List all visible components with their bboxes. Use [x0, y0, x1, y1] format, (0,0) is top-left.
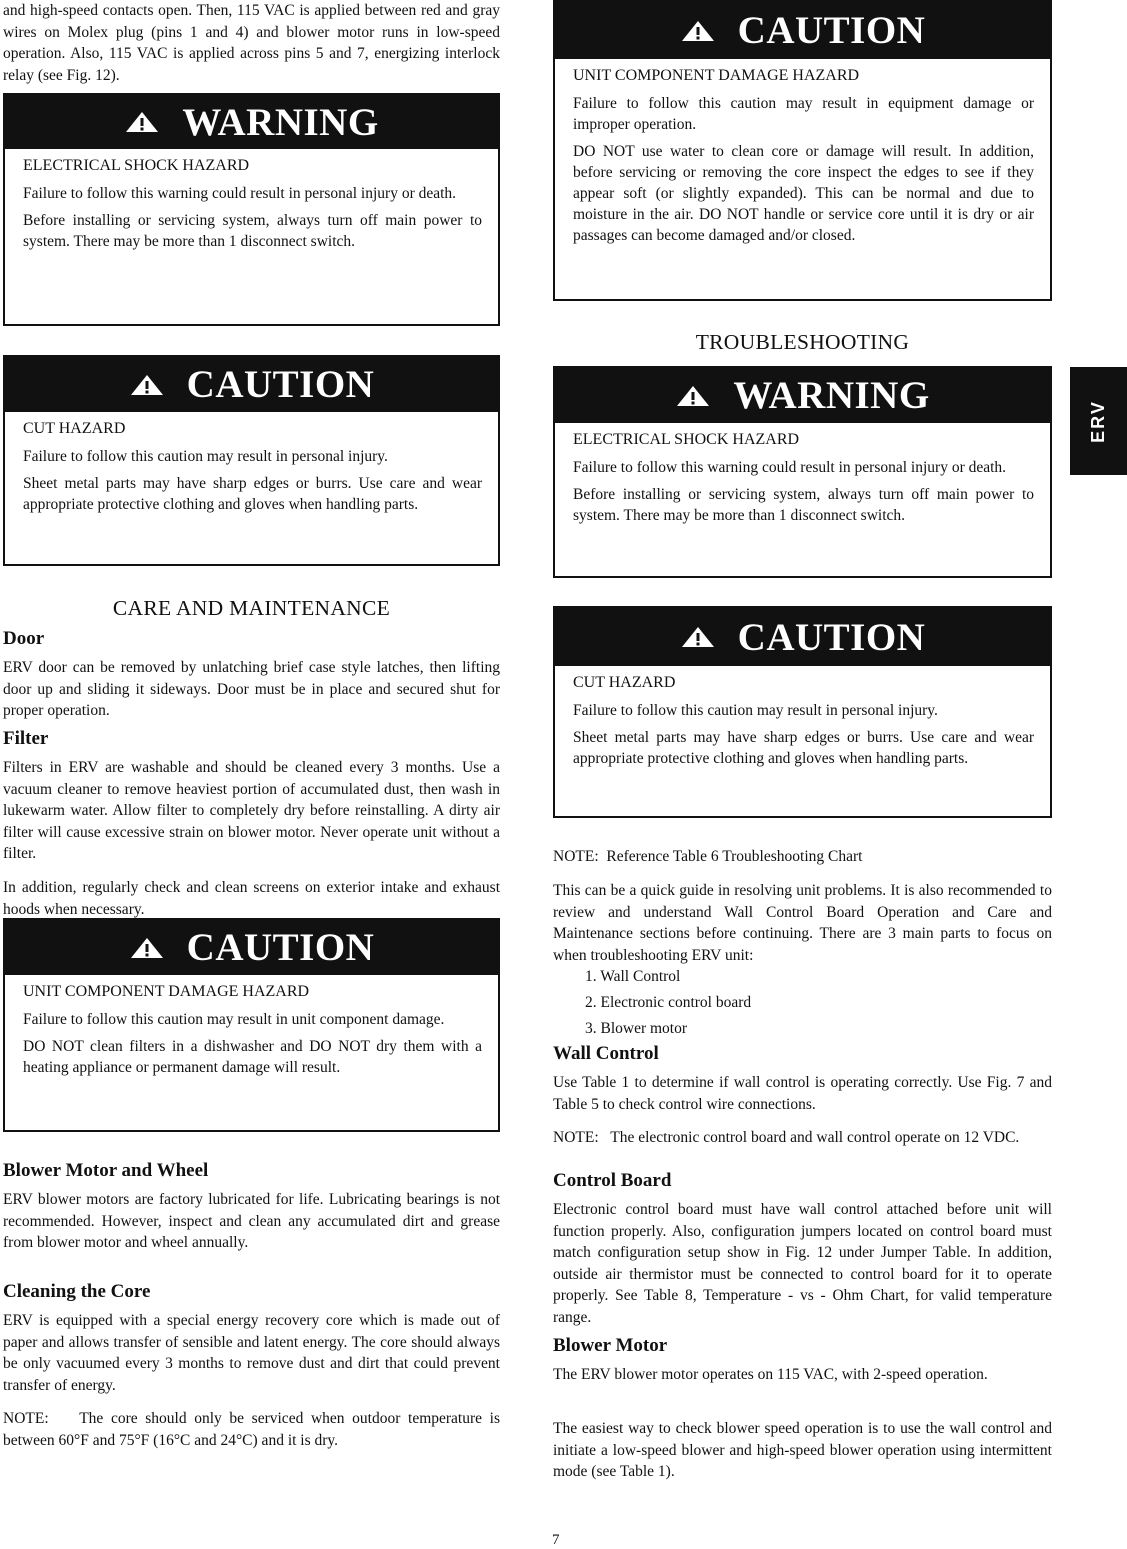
filter-paragraph-2: In addition, regularly check and clean screens on exterior intake and exhaust hoods when necessary. [3, 879, 500, 918]
hazard-label: CUT HAZARD [573, 674, 676, 691]
caution-text-1: Failure to follow this caution may result in equipment damage or improper operation. [573, 95, 1034, 133]
caution-banner [555, 608, 1050, 666]
section-side-tab [1070, 367, 1127, 475]
note-label: NOTE: [553, 848, 599, 865]
hazard-label: UNIT COMPONENT DAMAGE HAZARD [23, 983, 310, 1000]
blower-motor-heading: Blower Motor [553, 1335, 668, 1356]
caution-text-2: DO NOT clean filters in a dishwasher and DO NOT dry them with a heating appliance or permanent damage will result. [23, 1038, 482, 1076]
warning-triangle-icon [129, 373, 165, 397]
core-note-paragraph [3, 1408, 500, 1451]
hazard-label: ELECTRICAL SHOCK HAZARD [23, 157, 250, 174]
caution-box-unit-component [3, 918, 500, 1132]
page-number: 7 [552, 1532, 560, 1548]
caution-title: CAUTION [737, 615, 926, 659]
note-label: NOTE: [553, 1129, 599, 1146]
control-board-heading: Control Board [553, 1170, 672, 1191]
intro-paragraph: and high-speed contacts open. Then, 115 VAC is applied between red and gray wires on Molex plug (pins 1 and 4) and blower motor runs in low-speed operation. Also, 115 VAC is applied across pins 5 and 7, energizing interlock relay (see Fig. 12). [3, 2, 500, 84]
note-label: NOTE: [3, 1410, 49, 1427]
note-text: The electronic control board and wall control operate on 12 VDC. [610, 1129, 1020, 1146]
hazard-label: ELECTRICAL SHOCK HAZARD [573, 431, 800, 448]
list-item: 1. Wall Control [585, 968, 681, 985]
blower-wheel-heading: Blower Motor and Wheel [3, 1160, 209, 1181]
warning-text-1: Failure to follow this warning could result in personal injury or death. [23, 185, 457, 202]
caution-banner [5, 920, 498, 975]
list-item: 3. Blower motor [585, 1020, 688, 1037]
caution-text-2: Sheet metal parts may have sharp edges or burrs. Use care and wear appropriate protective clothing and gloves when handling parts. [23, 475, 482, 513]
caution-title: CAUTION [737, 9, 926, 52]
warning-title: WARNING [733, 374, 930, 417]
warning-triangle-icon [675, 384, 711, 408]
warning-banner [555, 368, 1050, 423]
cleaning-core-paragraph: ERV is equipped with a special energy recovery core which is made out of paper and allows transfer of sensible and latent energy. The core should always be only vacuumed every 3 months to remove dust and dirt that could prevent transfer of energy. [3, 1312, 500, 1394]
door-heading: Door [3, 628, 45, 649]
note-text: The core should only be serviced when outdoor temperature is between 60°F and 75°F (16°C and 24°C) and it is dry. [3, 1410, 501, 1449]
caution-text-2: DO NOT use water to clean core or damage will result. In addition, before servicing or removing the core inspect the edges to see if they appear soft (or slightly expanded). This can be normal and due to moisture in the air. DO NOT handle or service core until it is dry or air passages can become damaged and/or closed. [573, 143, 1034, 244]
caution-text-1: Failure to follow this caution may result in personal injury. [23, 448, 388, 465]
filter-heading: Filter [3, 728, 49, 749]
wall-control-note [553, 1127, 1052, 1149]
warning-banner [5, 95, 498, 149]
caution-text-1: Failure to follow this caution may result in unit component damage. [23, 1011, 445, 1028]
note-text: Reference Table 6 Troubleshooting Chart [606, 848, 863, 865]
control-board-paragraph: Electronic control board must have wall control attached before unit will function properly. Also, configuration jumpers located on control board must match configuration setup show in Fig. 12 under Jumper Table. In addition, outside air thermistor must be connected to control board for it to operate properly. See Table 8, Temperature - vs - Ohm Chart, for valid temperature range. [553, 1201, 1052, 1326]
caution-box-core-damage [553, 0, 1052, 301]
ts-intro-paragraph: This can be a quick guide in resolving unit problems. It is also recommended to review and understand Wall Control Board Operation and Care and Maintenance sections before continuing. There are 3 main parts to focus on when troubleshooting ERV unit: [553, 882, 1052, 964]
hazard-label: UNIT COMPONENT DAMAGE HAZARD [573, 67, 860, 84]
warning-box-electrical-right [553, 366, 1052, 578]
ts-parts-list [553, 964, 1052, 1042]
hazard-label: CUT HAZARD [23, 420, 126, 437]
warning-box-electrical [3, 93, 500, 326]
cleaning-core-heading: Cleaning the Core [3, 1281, 151, 1302]
list-item: 2. Electronic control board [585, 994, 752, 1011]
side-tab-label: ERV [1088, 399, 1108, 443]
warning-title: WARNING [182, 100, 379, 144]
caution-banner [555, 2, 1050, 59]
troubleshooting-heading: TROUBLESHOOTING [695, 330, 910, 354]
warning-triangle-icon [680, 625, 716, 649]
caution-banner [5, 357, 498, 412]
blower-motor-paragraph-1: The ERV blower motor operates on 115 VAC, with 2-speed operation. [553, 1366, 988, 1383]
ts-note-paragraph [553, 846, 1052, 868]
warning-text-1: Failure to follow this warning could result in personal injury or death. [573, 459, 1007, 476]
warning-text-2: Before installing or servicing system, always turn off main power to system. There may be more than 1 disconnect switch. [573, 486, 1034, 524]
wall-control-paragraph: Use Table 1 to determine if wall control is operating correctly. Use Fig. 7 and Table 5 to check control wire connections. [553, 1074, 1052, 1113]
filter-paragraph-1: Filters in ERV are washable and should be cleaned every 3 months. Use a vacuum cleaner to remove heaviest portion of accumulated dust, then wash in lukewarm water. Allow filter to completely dry before reinstalling. A dirty air filter will cause excessive strain on blower motor. Never operate unit without a filter. [3, 759, 500, 862]
caution-title: CAUTION [186, 363, 375, 406]
caution-box-cut [3, 355, 500, 566]
caution-box-cut-right [553, 606, 1052, 818]
blower-motor-paragraph-2: The easiest way to check blower speed operation is to use the wall control and initiate a low-speed blower and high-speed blower operation using intermittent mode (see Table 1). [553, 1420, 1052, 1480]
door-paragraph: ERV door can be removed by unlatching brief case style latches, then lifting door up and sliding it sideways. Door must be in place and secured shut for proper operation. [3, 659, 500, 719]
warning-triangle-icon [680, 19, 716, 43]
warning-text-2: Before installing or servicing system, always turn off main power to system. There may be more than 1 disconnect switch. [23, 212, 482, 250]
wall-control-heading: Wall Control [553, 1043, 659, 1064]
care-maintenance-heading: CARE AND MAINTENANCE [112, 596, 391, 620]
blower-wheel-paragraph: ERV blower motors are factory lubricated for life. Lubricating bearings is not recommended. However, inspect and clean any accumulated dirt and grease from blower motor and wheel annually. [3, 1191, 500, 1251]
caution-text-2: Sheet metal parts may have sharp edges or burrs. Use care and wear appropriate protective clothing and gloves when handling parts. [573, 729, 1034, 767]
warning-triangle-icon [129, 936, 165, 960]
caution-text-1: Failure to follow this caution may result in personal injury. [573, 702, 938, 719]
warning-triangle-icon [124, 110, 160, 134]
caution-title: CAUTION [186, 926, 375, 969]
